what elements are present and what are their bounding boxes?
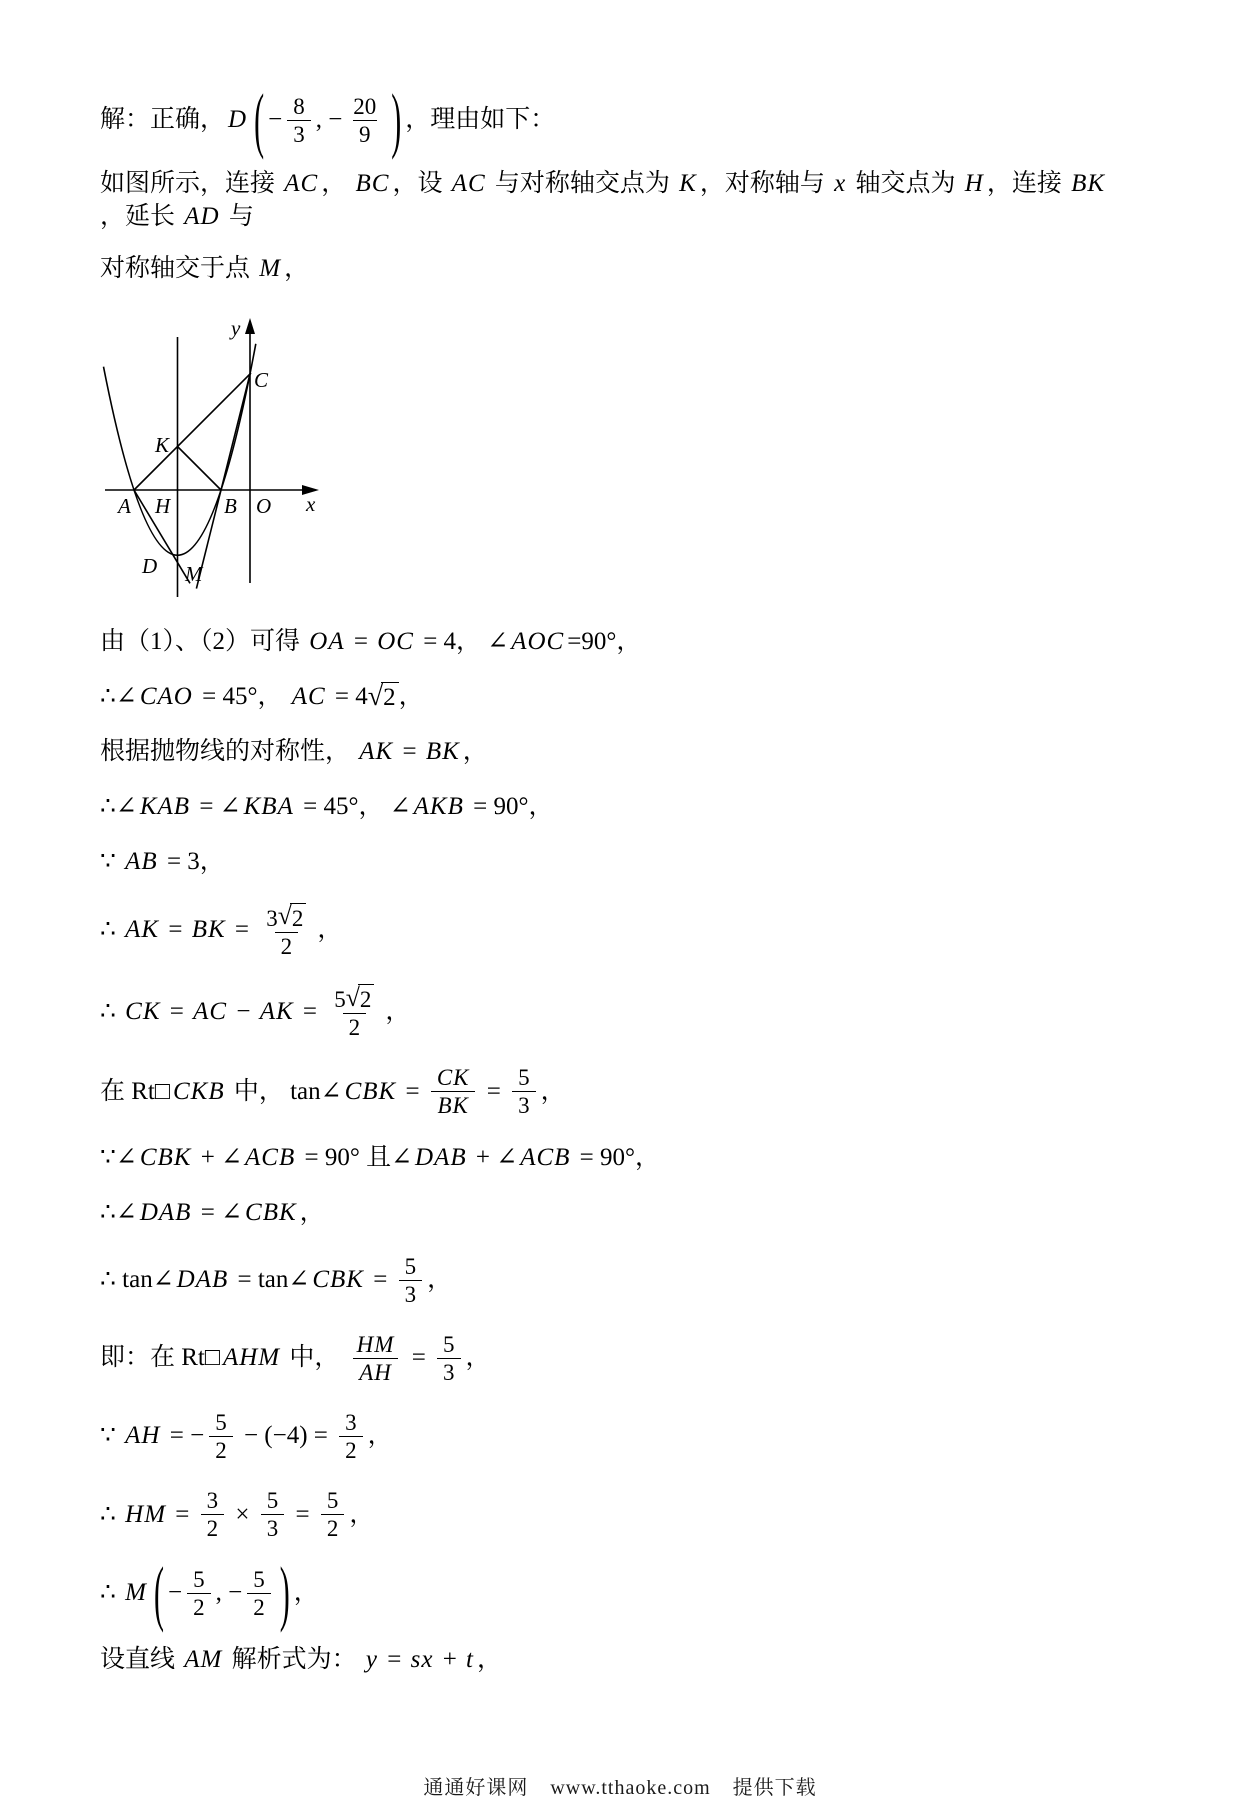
line-CB-extended [196, 374, 250, 589]
math-var: CKB [172, 1077, 225, 1105]
text-run: ∴ [100, 997, 123, 1025]
math-var: KBA [243, 793, 294, 820]
text-run: = [366, 1265, 394, 1293]
fraction-denominator: 2 [343, 1013, 367, 1041]
open-paren: ( [254, 80, 265, 162]
text-run: ， [367, 1422, 393, 1450]
math-var: DAB [415, 1144, 467, 1172]
text-run: 即：在 Rt□ [100, 1344, 220, 1372]
label-y: y [231, 316, 241, 341]
text-run: ∴∠ [100, 1199, 137, 1227]
text-run: = [396, 738, 423, 765]
text-run: ∵∠ [100, 1144, 137, 1172]
text-run: = [405, 1344, 433, 1372]
text-run: 与对称轴交点为 [488, 170, 677, 198]
fraction-numerator: CK [436, 1065, 470, 1091]
text-run: − [268, 106, 283, 134]
fraction-numerator: 5 [193, 1566, 205, 1592]
fraction [287, 93, 311, 148]
math-var: AB [125, 848, 158, 875]
math-var: BK [1071, 170, 1106, 198]
text-run: 对称轴交于点 [100, 255, 257, 282]
math-var: CBK [245, 1199, 297, 1227]
fraction-denominator: 2 [187, 1593, 211, 1621]
math-var: x [834, 170, 847, 198]
text-run: − [167, 1578, 183, 1606]
math-var: AC [291, 683, 326, 710]
fraction [209, 1409, 233, 1464]
math-var: AC [451, 170, 486, 198]
text-run: = ∠ [194, 1199, 243, 1227]
solution-intro-lines [100, 80, 1150, 288]
text-run: ， [477, 1645, 503, 1673]
fraction [260, 901, 312, 960]
label-M: M [185, 562, 203, 587]
text-run: 中， tan∠ [227, 1077, 342, 1105]
footer-suffix: 提供下载 [732, 1776, 817, 1799]
fraction-denominator: 2 [339, 1436, 363, 1464]
text-run: ，理由如下： [405, 106, 556, 134]
y-axis-arrow-icon [245, 318, 255, 334]
math-line [100, 1061, 1150, 1122]
radical-icon: √ [277, 901, 292, 931]
close-paren: ) [279, 1552, 290, 1634]
fraction [512, 1064, 536, 1119]
text-run: = [480, 1077, 508, 1105]
fraction [261, 1487, 285, 1542]
math-var: AHM [222, 1344, 281, 1372]
math-var: AKB [413, 793, 464, 820]
text-run: ∴ [100, 1578, 123, 1606]
text-run: 设直线 [100, 1645, 182, 1673]
text-run: 如图所示，连接 [100, 170, 282, 198]
label-H: H [155, 494, 171, 519]
text-run: = 4 [328, 683, 368, 710]
text-run: ， [540, 1077, 566, 1105]
fraction [347, 93, 382, 148]
math-var: AD [184, 202, 220, 230]
fraction [187, 1566, 211, 1621]
fraction [399, 1253, 423, 1308]
text-run: = [381, 1645, 408, 1673]
text-run: = 3， [160, 848, 225, 875]
text-run: = ∠ [193, 793, 241, 820]
fraction-denominator: 2 [201, 1514, 225, 1542]
text-run: ， [462, 738, 488, 765]
text-run: = − [163, 1422, 205, 1450]
math-var: AOC [511, 628, 565, 655]
math-line [100, 1328, 1150, 1389]
text-run: + ∠ [469, 1144, 518, 1172]
math-var: t [466, 1645, 474, 1673]
fraction-denominator: 2 [209, 1436, 233, 1464]
text-run: − [230, 997, 257, 1025]
radical-icon: √ [345, 982, 360, 1012]
text-run: = [399, 1077, 426, 1105]
math-var: OA [309, 628, 345, 655]
text-run: = [347, 628, 375, 655]
fraction-numerator: 5 [215, 1410, 227, 1436]
math-var: y [365, 1645, 378, 1673]
fraction-numerator: 5 [518, 1065, 530, 1091]
label-D: D [142, 554, 158, 579]
math-var: DAB [139, 1199, 192, 1227]
text-run: = [228, 916, 256, 944]
text-run: ， [293, 1578, 319, 1606]
math-var: CK [125, 997, 161, 1025]
fraction-denominator: 2 [321, 1514, 345, 1542]
text-run: = 45°， ∠ [296, 793, 411, 820]
fraction-denominator: 3 [512, 1091, 536, 1119]
text-run: 由（1）、（2）可得 [100, 628, 307, 655]
math-line [100, 168, 1150, 233]
math-var: K [679, 170, 697, 198]
math-var: DAB [176, 1265, 229, 1293]
text-run: 轴交点为 [849, 170, 962, 198]
line-AC [134, 373, 251, 490]
text-run: =90°， [567, 628, 642, 655]
math-var: AM [184, 1645, 223, 1673]
fraction-denominator: 2 [275, 932, 299, 960]
fraction-numerator: 5 [326, 1488, 339, 1514]
text-run: ， [299, 1199, 325, 1227]
text-run: ，延长 [100, 202, 182, 230]
text-run: = 45°， [195, 683, 289, 710]
math-var: AK [259, 997, 294, 1025]
radicand: 2 [290, 903, 307, 932]
text-run: = [169, 1500, 196, 1528]
math-var: BK [425, 738, 460, 765]
text-run: ∴∠ [100, 683, 137, 710]
text-run: ， [284, 255, 310, 282]
solution-derivation-lines [100, 623, 1150, 1679]
label-B: B [224, 494, 237, 519]
text-run: , − [215, 1578, 243, 1606]
math-line [100, 898, 1150, 963]
square-root [368, 679, 399, 715]
text-run: ，连接 [986, 170, 1069, 198]
text-run: ∴∠ [100, 793, 137, 820]
text-run: , − [315, 106, 343, 134]
math-var: M [125, 1578, 147, 1606]
text-run: 在 Rt□ [100, 1077, 170, 1105]
text-run: ∴ [100, 916, 123, 944]
text-run: ， [427, 1265, 453, 1293]
text-run: = [162, 916, 189, 944]
math-var: BC [355, 170, 390, 198]
math-var: CAO [139, 683, 193, 710]
math-line [100, 788, 1150, 826]
math-var: HM [125, 1500, 167, 1528]
label-K: K [155, 433, 170, 458]
fraction-denominator: BK [431, 1091, 474, 1119]
math-line [100, 1552, 1150, 1634]
math-var: CBK [312, 1265, 364, 1293]
text-run: = tan∠ [231, 1265, 310, 1293]
fraction-numerator [260, 901, 312, 931]
fraction [328, 983, 380, 1042]
text-run: ∴ [100, 1500, 123, 1528]
fraction-denominator: AH [353, 1358, 398, 1386]
label-A: A [118, 494, 131, 519]
text-run: = [163, 997, 191, 1025]
text-run: = [296, 997, 324, 1025]
fraction-denominator: 3 [287, 120, 311, 148]
fraction [351, 1331, 401, 1386]
label-x: x [306, 492, 316, 517]
text-run: 与 [222, 202, 254, 230]
math-var: H [964, 170, 984, 198]
text-run: × [229, 1500, 256, 1528]
fraction-numerator: 5 [266, 1488, 279, 1514]
math-var: sx [410, 1645, 434, 1673]
text-run: 解：正确， [100, 106, 226, 134]
text-run: = [289, 1500, 316, 1528]
math-var: CBK [139, 1144, 192, 1172]
fraction-denominator: 9 [353, 120, 377, 148]
math-line [100, 1140, 1150, 1178]
math-var: AC [284, 170, 319, 198]
text-run: = 90°， [573, 1144, 661, 1172]
text-run: ，设 [392, 170, 449, 198]
fraction-denominator: 3 [261, 1514, 285, 1542]
parabola-figure [100, 305, 1150, 607]
fraction-denominator: 2 [247, 1593, 271, 1621]
label-C: C [254, 368, 269, 393]
math-line [100, 980, 1150, 1045]
fraction-denominator: 3 [437, 1358, 461, 1386]
math-var: KAB [139, 793, 191, 820]
fraction-denominator: 3 [399, 1280, 423, 1308]
fraction-numerator [328, 983, 380, 1013]
math-line [100, 1484, 1150, 1545]
fraction-numerator: HM [356, 1331, 395, 1357]
text-run: = 90°， [466, 793, 554, 820]
math-line [100, 733, 1150, 771]
math-var: M [259, 255, 282, 282]
math-line [100, 1195, 1150, 1233]
text-run: 根据抛物线的对称性， [100, 738, 357, 765]
fraction-numerator: 3 [206, 1488, 219, 1514]
text-run: ， [398, 683, 424, 710]
text-run: ， [385, 997, 411, 1025]
label-O: O [256, 494, 272, 519]
math-var: ACB [520, 1144, 571, 1172]
math-line [100, 623, 1150, 661]
fraction-numerator: 5 [404, 1253, 417, 1279]
math-line [100, 80, 1150, 162]
fraction [201, 1487, 225, 1542]
fraction [247, 1566, 271, 1621]
parabola-figure-svg [100, 305, 340, 607]
text-run: ∵ [100, 848, 123, 875]
close-paren: ) [391, 80, 402, 162]
math-line [100, 1641, 1150, 1679]
footer [0, 1771, 1240, 1800]
text-run: ∵ [100, 1422, 123, 1450]
fraction-numerator: 5 [253, 1566, 265, 1592]
math-line [100, 1250, 1150, 1311]
line-BK [178, 447, 222, 491]
fraction [431, 1064, 476, 1119]
math-var: AK [359, 738, 394, 765]
math-var: AC [193, 997, 228, 1025]
math-var: D [228, 106, 248, 134]
fraction-numerator: 5 [443, 1331, 455, 1357]
fraction-numerator: 3 [345, 1410, 357, 1436]
text-run: = 4， ∠ [416, 628, 509, 655]
math-line [100, 1406, 1150, 1467]
fraction [437, 1331, 461, 1386]
radical-icon: √ [367, 681, 384, 713]
footer-url: www.tthaoke.com [550, 1776, 711, 1799]
math-var: CBK [344, 1077, 397, 1105]
coefficient: 3 [266, 905, 278, 931]
math-var: OC [377, 628, 414, 655]
text-run: ， [465, 1344, 491, 1372]
math-var: AK [125, 916, 160, 944]
text-run: = 90° 且∠ [298, 1144, 413, 1172]
fraction-numerator: 20 [353, 94, 377, 119]
math-line [100, 843, 1150, 881]
text-run: + ∠ [194, 1144, 243, 1172]
coefficient: 5 [334, 987, 346, 1013]
text-run: + [436, 1645, 464, 1673]
math-var: BK [191, 916, 226, 944]
text-run: 解析式为： [225, 1645, 363, 1673]
text-run: ，对称轴与 [699, 170, 832, 198]
math-line [100, 250, 1150, 288]
math-line [100, 678, 1150, 716]
open-paren: ( [153, 1552, 164, 1634]
math-var: ACB [245, 1144, 296, 1172]
text-run: ∴ tan∠ [100, 1265, 174, 1293]
text-run: 中， [283, 1344, 346, 1372]
text-run: ， [349, 1500, 375, 1528]
text-run: − (−4) = [237, 1422, 335, 1450]
fraction-numerator: 8 [293, 94, 305, 119]
text-run: ， [321, 170, 353, 198]
radicand: 2 [381, 682, 399, 711]
math-var: AH [125, 1422, 161, 1450]
fraction [339, 1409, 363, 1464]
footer-site-name: 通通好课网 [423, 1776, 529, 1799]
text-run: ， [317, 916, 343, 944]
fraction [321, 1487, 345, 1542]
radicand: 2 [358, 984, 375, 1013]
